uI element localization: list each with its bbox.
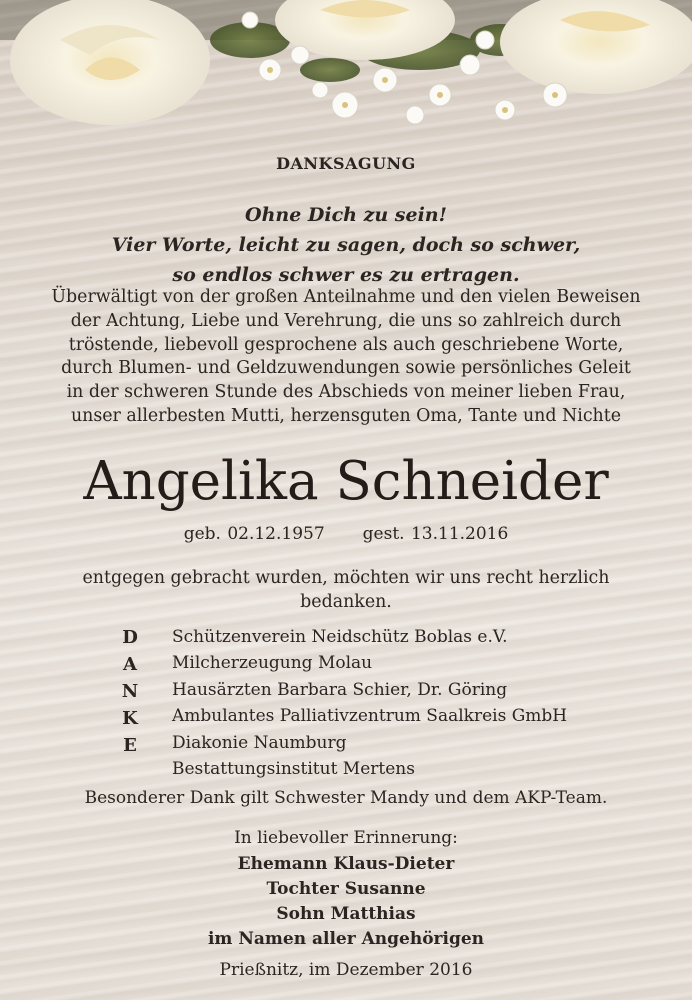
memory-intro: In liebevoller Erinnerung: [234, 828, 458, 848]
danke-letter: D [122, 627, 138, 648]
body-text [0, 286, 692, 429]
list-item: Schützenverein Neidschütz Boblas e.V. [172, 627, 508, 647]
body-line: Überwältigt von der großen Anteilnahme und den vielen Beweisen [51, 287, 641, 307]
danke-letter: A [123, 654, 137, 675]
danke-letter: E [123, 735, 137, 756]
deceased-name: Angelika Schneider [83, 451, 609, 512]
body-line: tröstende, liebevoll gesprochene als auch geschriebene Worte, [68, 334, 624, 355]
recipient-list [172, 624, 567, 782]
place-date: Prießnitz, im Dezember 2016 [219, 960, 473, 980]
body-line: in der schweren Stunde des Abschieds von meiner lieben Frau, [66, 382, 626, 403]
body-line: der Achtung, Liebe und Verehrung, die uns so zahlreich durch [70, 310, 622, 331]
poem [0, 200, 692, 290]
thanks-text [0, 566, 692, 614]
danke-letter: K [122, 708, 138, 729]
list-item: Ambulantes Palliativzentrum Saalkreis GmbH [172, 706, 568, 727]
birth-date: geb. 02.12.1957 [183, 524, 325, 544]
list-item: Milcherzeugung Molau [172, 653, 373, 674]
body-line: durch Blumen- und Geldzuwendungen sowie persönliches Geleit [61, 358, 631, 379]
family-signature [0, 852, 692, 952]
danke-letter: N [121, 681, 139, 702]
thanks-line: bedanken. [300, 592, 392, 612]
page-title: DANKSAGUNG [276, 154, 416, 173]
poem-line: Ohne Dich zu sein! [245, 204, 447, 226]
poem-line: so endlos schwer es zu ertragen. [172, 264, 520, 286]
list-item: Bestattungsinstitut Mertens [172, 759, 415, 780]
rose-left [10, 0, 210, 125]
family-member: Sohn Matthias [276, 904, 416, 924]
rose-right [500, 0, 692, 94]
thanks-line: entgegen gebracht wurden, möchten wir uns recht herzlich [82, 568, 610, 588]
family-member: Tochter Susanne [266, 879, 426, 899]
family-member: im Namen aller Angehörigen [207, 929, 485, 949]
roses-flower-decoration [0, 0, 692, 150]
body-line: unser allerbesten Mutti, herzensguten Oma, Tante und Nichte [70, 405, 622, 426]
special-thanks: Besonderer Dank gilt Schwester Mandy und dem AKP-Team. [84, 788, 608, 808]
list-item: Hausärzten Barbara Schier, Dr. Göring [172, 679, 508, 700]
list-item: Diakonie Naumburg [172, 732, 347, 753]
danke-acrostic [112, 624, 148, 759]
life-dates [0, 524, 692, 544]
poem-line: Vier Worte, leicht zu sagen, doch so schwer, [111, 234, 581, 256]
family-member: Ehemann Klaus-Dieter [237, 854, 455, 874]
death-date: gest. 13.11.2016 [362, 524, 509, 544]
